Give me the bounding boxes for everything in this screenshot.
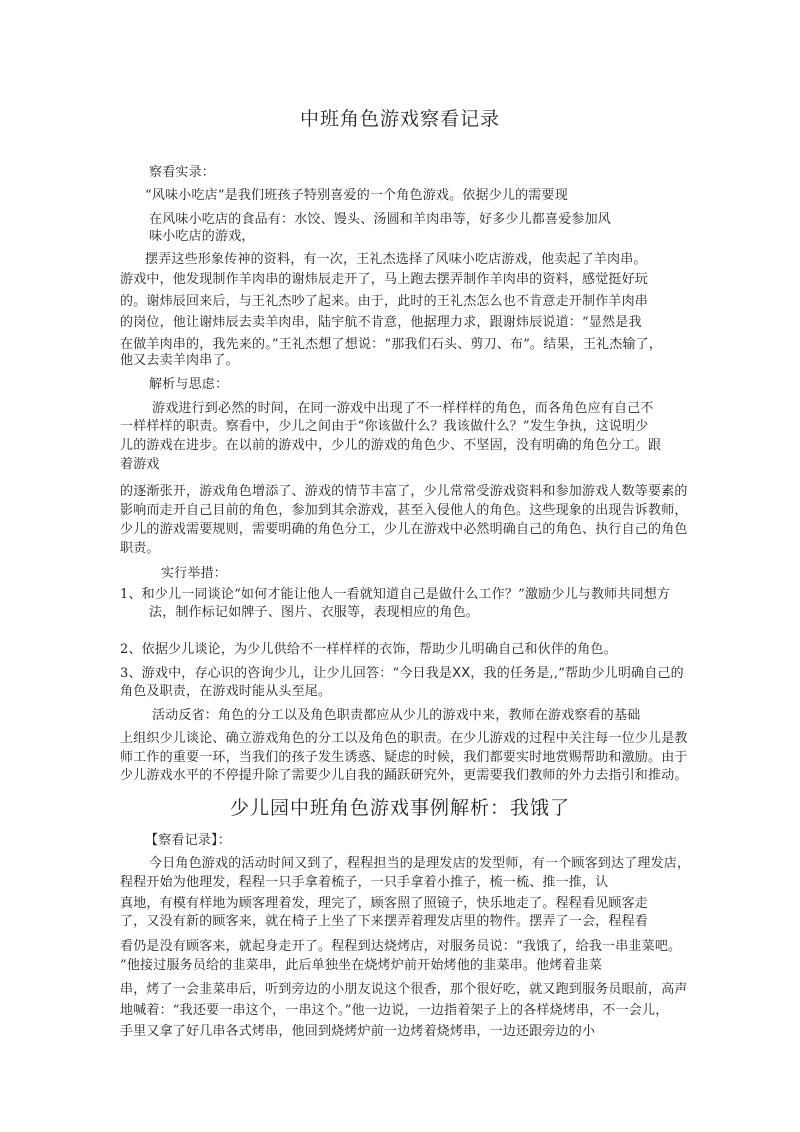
record-heading: 察看实录： [149, 165, 216, 180]
text-line: 看仍是没有顾客来，就起身走开了。程程到达烧烤店，对服务员说：“我饿了，给我一串韭菜吧。 [120, 939, 682, 954]
text-line: 的逐渐张开，游戏角色增添了、游戏的情节丰富了，少儿常常受游戏资料和参加游戏人数等要素的 [120, 484, 688, 499]
text-line: 在做羊肉串的，我先来的。”王礼杰想了想说：“那我们石头、剪刀、布”。结果，王礼杰输了， [120, 337, 663, 352]
text-line: 儿的游戏在进步。在以前的游戏中，少儿的游戏的角色少、不坚固，没有明确的角色分工。跟 [120, 438, 662, 453]
text-line: 一样样样的职责。察看中，少儿之间由于“你该做什么？我该做什么？”发生争执，这说明少 [120, 419, 649, 434]
text-line: 摆弄这些形象传神的资料，有一次，王礼杰选择了风味小吃店游戏，他卖起了羊肉串。 [145, 252, 647, 267]
text-line: 今日角色游戏的活动时间又到了，程程担当的是理发店的发型师，有一个顾客到达了理发店， [149, 856, 691, 871]
text-segment: ，我的任务是,,”帮助少儿明确自己的 [470, 666, 684, 681]
text-line: 真地，有模有样地为顾客理着发，理完了，顾客照了照镜子，快乐地走了。程程看见顾客走 [120, 896, 649, 911]
text-line: 他又去卖羊肉串了。 [120, 353, 239, 368]
text-line: 上组织少儿谈论、确立游戏角色的分工以及角色的职责。在少儿游戏的过程中关注每一位少儿是教 [120, 731, 688, 746]
text-line: “风味小吃店”是我们班孩子特别喜爱的一个角色游戏。依据少儿的需要现 [145, 188, 568, 203]
text-line [120, 666, 684, 682]
text-line: 影响而走开自己目前的角色，参加到其余游戏，甚至入侵他人的角色。这些现象的出现告诉教师， [120, 503, 688, 518]
text-segment-xx: XX [452, 666, 471, 681]
text-line: 了，又没有新的顾客来，就在椅子上坐了下来摆弄着理发店里的物件。摆弄了一会，程程看 [120, 914, 649, 929]
page-title: 中班角色游戏察看记录 [299, 108, 500, 130]
text-line: 着游戏 [120, 457, 160, 472]
text-line: 少儿游戏水平的不停提升除了需要少儿自我的踊跃研究外，更需要我们教师的外力去指引和推动。 [120, 768, 688, 783]
text-line: 程程开始为他理发，程程一只手拿着梳子，一只手拿着小推子，梳一梳、推一推，认 [120, 875, 609, 890]
text-line: 串，烤了一会韭菜串后，听到旁边的小朋友说这个很香，那个很好吃，就又跑到服务员眼前，高声 [120, 982, 688, 997]
text-segment: 3、游戏中，存心识的咨询少儿，让少儿回答：“今日我是 [120, 666, 453, 681]
text-line: 的。谢炜辰回来后，与王礼杰吵了起来。由于，此时的王礼杰怎么也不肯意走开制作羊肉串 [120, 294, 649, 309]
text-line: 活动反省：角色的分工以及角色职责都应从少儿的游戏中来，教师在游戏察看的基础 [152, 708, 641, 723]
text-line: 的岗位，他让谢炜辰去卖羊肉串，陆宇航不肯意，他据理力求，跟谢炜辰说道：“显然是我 [120, 315, 642, 330]
text-line: 手里又拿了好几串各式烤串，他回到烧烤炉前一边烤着烧烤串，一边还跟旁边的小 [120, 1024, 596, 1039]
text-line: 游戏进行到必然的时间，在同一游戏中出现了不一样样样的角色，而各角色应有自己不 [152, 401, 654, 416]
text-line: 角色及职责，在游戏时能从头至尾。 [120, 684, 332, 699]
text-line: 游戏中，他发现制作羊肉串的谢炜辰走开了，马上跑去摆弄制作羊肉串的资料，感觉挺好玩 [120, 272, 649, 287]
text-line: 味小吃店的游戏， [149, 229, 255, 244]
section-title: 少儿园中班角色游戏事例解析：我饿了 [229, 797, 570, 819]
text-line: 在风味小吃店的食品有：水饺、馒头、汤圆和羊肉串等，好多少儿都喜爱参加风 [149, 212, 612, 227]
text-line: 职责。 [120, 541, 160, 556]
text-line: 2、依据少儿谈论，为少儿供给不一样样样的衣饰，帮助少儿明确自己和伙伴的角色。 [120, 642, 617, 657]
text-line: 1、和少儿一同谈论“如何才能让他人一看就知道自己是做什么工作？”激励少儿与教师共同想方 [120, 587, 671, 602]
record2-heading: 【察看记录】： [145, 833, 231, 848]
text-line: 师工作的重要一环，当我们的孩子发生诱惑、疑虑的时候，我们都要实时地赏赐帮助和激励。由于 [120, 750, 688, 765]
analysis-heading: 解析与思虑： [149, 377, 229, 392]
text-line: ”他接过服务员给的韭菜串，此后单独坐在烧烤炉前开始烤他的韭菜串。他烤着韭菜 [120, 958, 603, 973]
text-line: 地喊着：“我还要一串这个，一串这个。”他一边说，一边指着架子上的各样烧烤串，不一会儿， [120, 1003, 669, 1018]
text-line: 法，制作标记如牌子、图片、衣服等，表现相应的角色。 [149, 605, 480, 620]
measures-heading: 实行举措： [161, 566, 228, 581]
text-line: 少儿的游戏需要规则，需要明确的角色分工，少儿在游戏中必然明确自己的角色、执行自己的角色 [120, 522, 688, 537]
